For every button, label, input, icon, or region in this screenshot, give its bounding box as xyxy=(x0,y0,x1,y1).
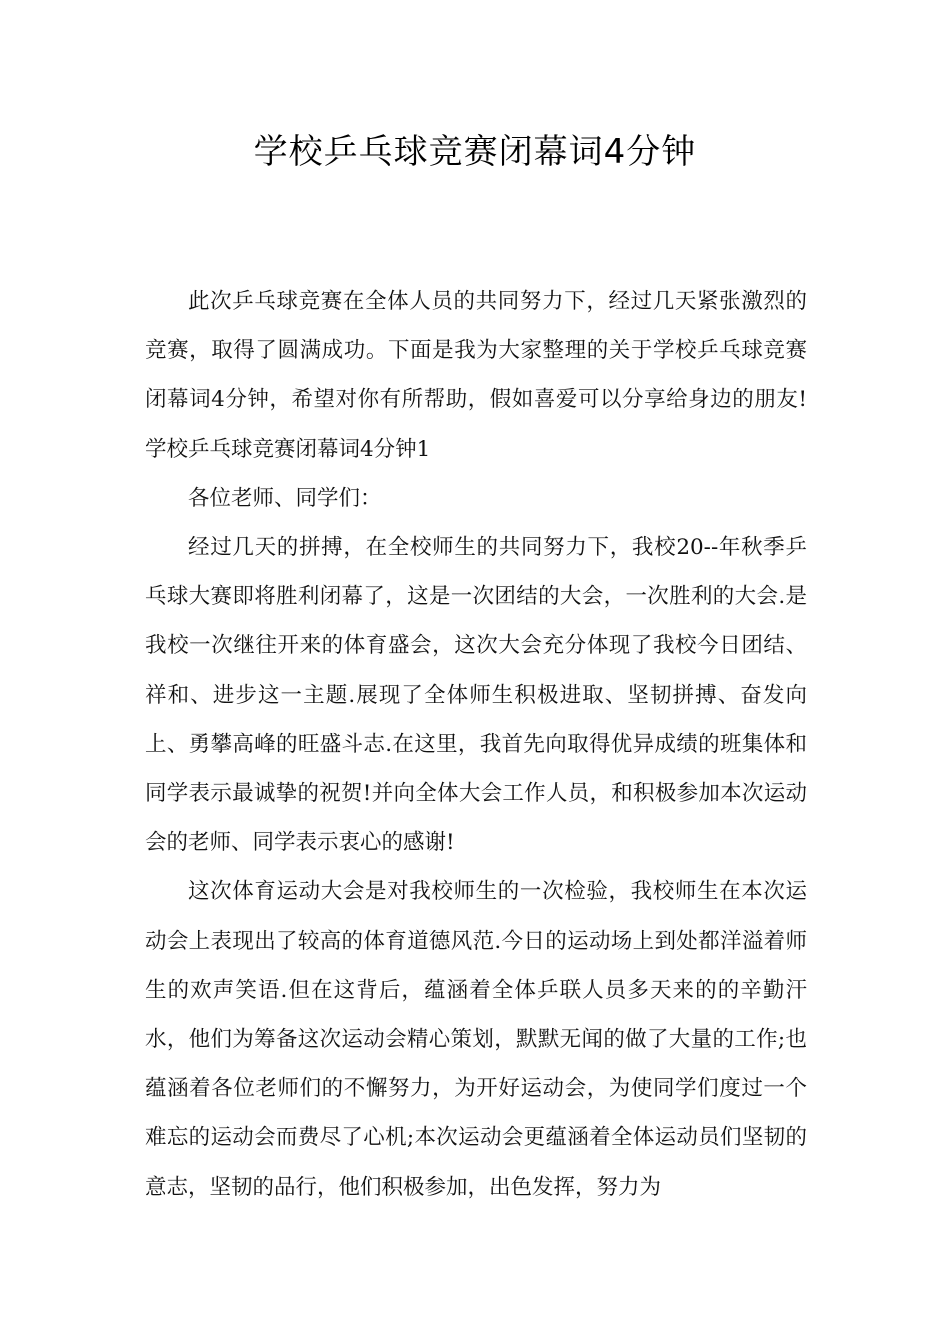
paragraph-body-1: 经过几天的拼搏，在全校师生的共同努力下，我校20--年秋季乒乓球大赛即将胜利闭幕了，这是一次团结的大会，一次胜利的大会.是我校一次继往开来的体育盛会，这次大会充分体现了我校今日团结、祥和、进步这一主题.展现了全体师生积极进取、坚韧拼搏、奋发向上、勇攀高峰的旺盛斗志.在这里，我首先向取得优异成绩的班集体和同学表示最诚挚的祝贺!并向全体大会工作人员，和积极参加本次运动会的老师、同学表示衷心的感谢! xyxy=(145,535,807,856)
paragraph-intro: 此次乒乓球竞赛在全体人员的共同努力下，经过几天紧张激烈的竞赛，取得了圆满成功。下面是我为大家整理的关于学校乒乓球竞赛闭幕词4分钟，希望对你有所帮助，假如喜爱可以分享给身边的朋友!学校乒乓球竞赛闭幕词4分钟1 xyxy=(145,289,807,462)
paragraph-salutation: 各位老师、同学们： xyxy=(188,485,382,511)
paragraph-body-2: 这次体育运动大会是对我校师生的一次检验，我校师生在本次运动会上表现出了较高的体育道德风范.今日的运动场上到处都洋溢着师生的欢声笑语.但在这背后，蕴涵着全体乒联人员多天来的的辛勤汗水，他们为筹备这次运动会精心策划，默默无闻的做了大量的工作;也蕴涵着各位老师们的不懈努力，为开好运动会，为使同学们度过一个难忘的运动会而费尽了心机;本次运动会更蕴涵着全体运动员们坚韧的意志，坚韧的品行，他们积极参加，出色发挥，努力为 xyxy=(145,879,807,1200)
document-body xyxy=(145,277,807,1212)
document-title: 学校乒乓球竞赛闭幕词4分钟 xyxy=(253,132,697,172)
